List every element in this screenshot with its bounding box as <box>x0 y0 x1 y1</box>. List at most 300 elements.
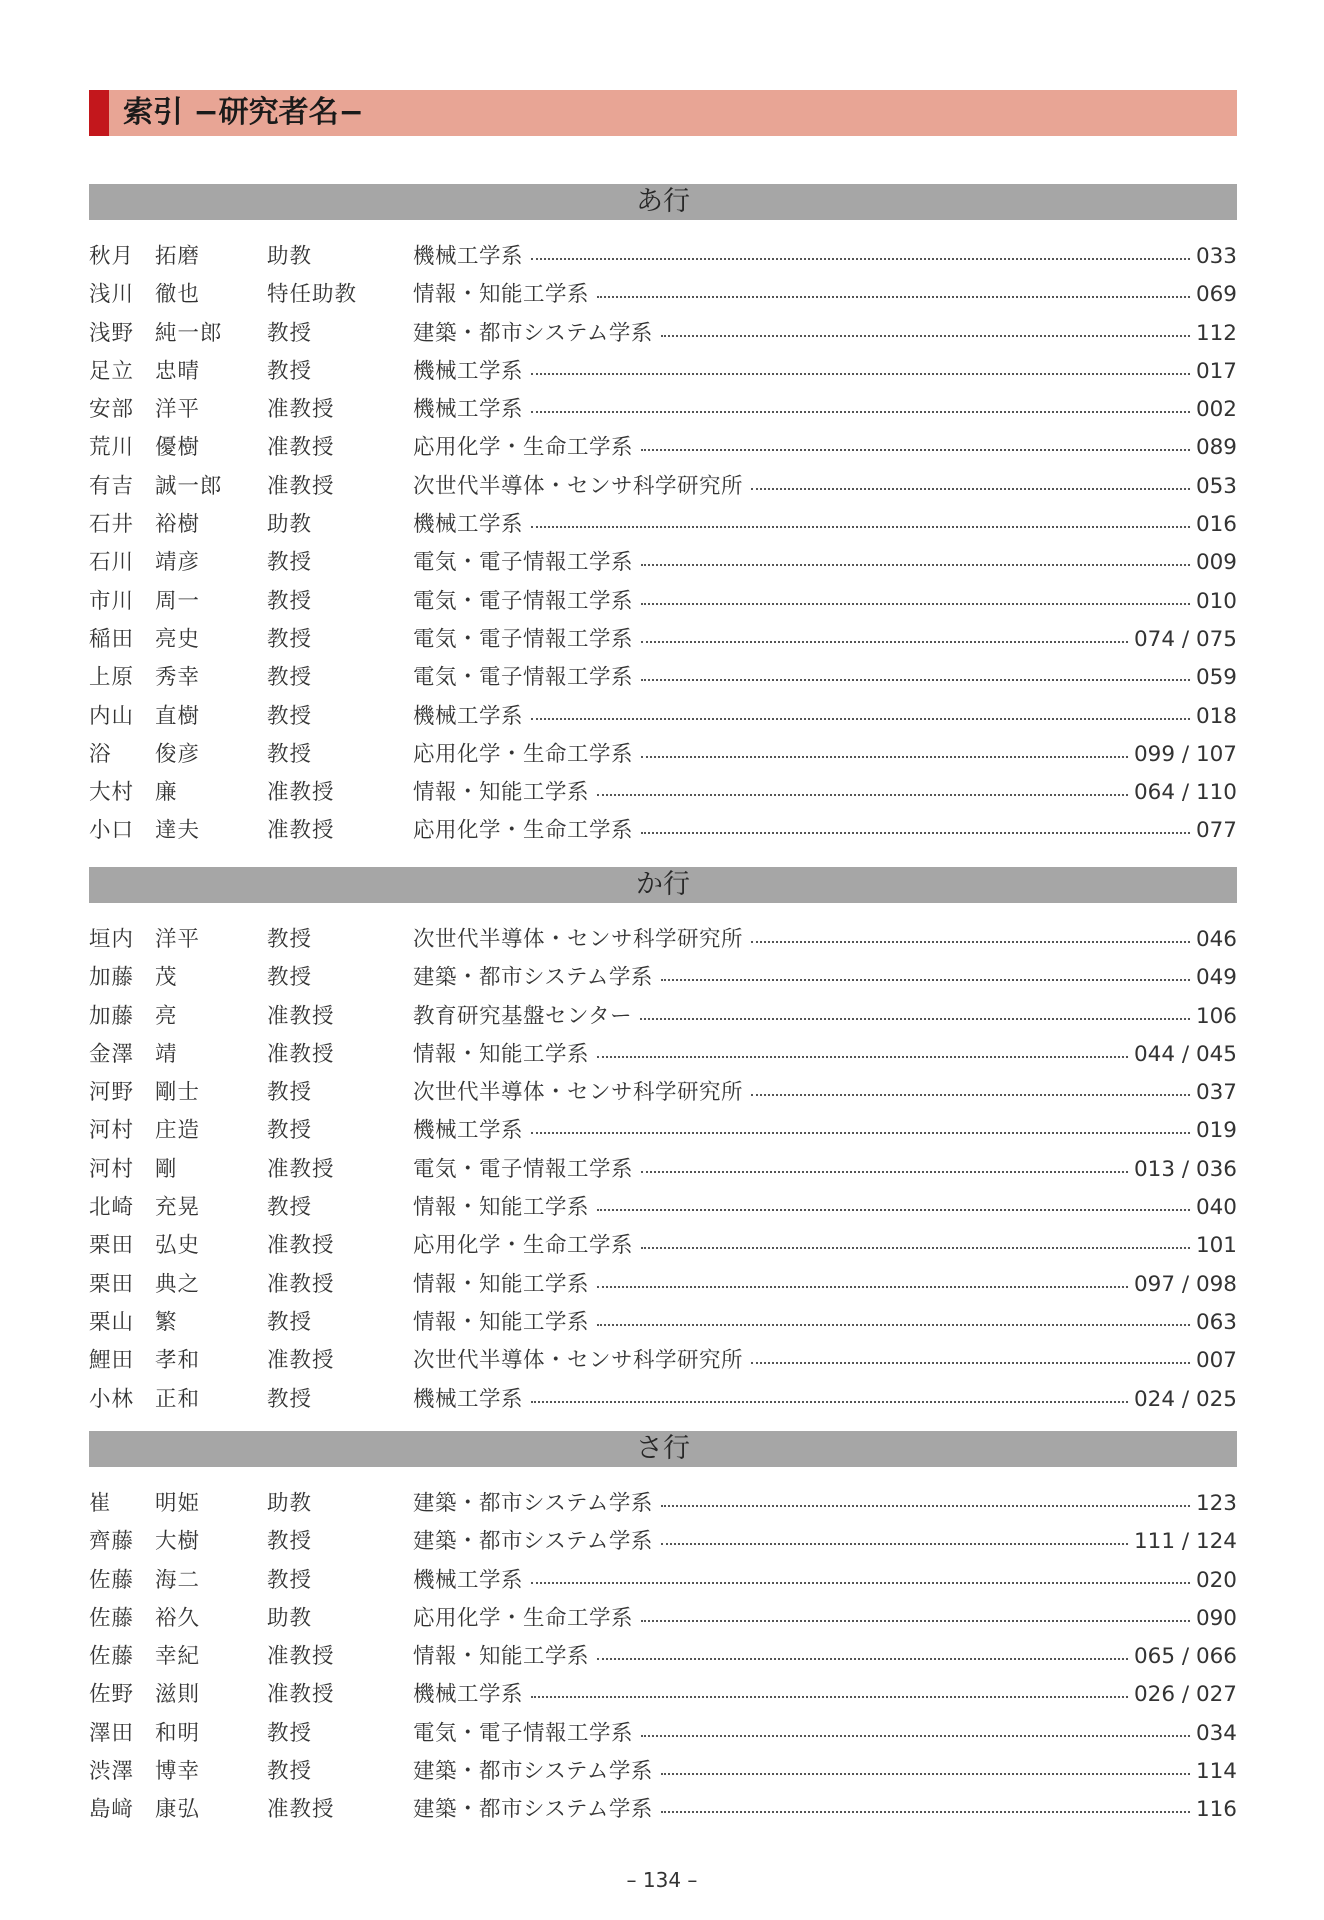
section-heading: さ行 <box>89 1431 1237 1467</box>
page-reference: 089 <box>1195 435 1237 461</box>
dot-leader <box>531 526 1190 528</box>
department-name: 建築・都市システム学系 <box>413 1529 653 1555</box>
index-entry <box>89 736 1237 774</box>
department-line <box>413 1189 1237 1227</box>
researcher-surname: 齊藤 <box>89 1529 135 1555</box>
researcher-surname: 上原 <box>89 665 135 691</box>
researcher-position: 准教授 <box>267 1797 335 1823</box>
researcher-position: 教授 <box>267 1309 313 1335</box>
department-line <box>413 1266 1237 1304</box>
index-entry <box>89 1791 1237 1829</box>
researcher-position: 教授 <box>267 965 313 991</box>
department-name: 建築・都市システム学系 <box>413 1491 653 1516</box>
department-name: 応用化学・生命工学系 <box>413 741 634 767</box>
page-reference: 044 / 045 <box>1134 1041 1237 1067</box>
department-line <box>413 1227 1237 1265</box>
dot-leader <box>661 1811 1190 1813</box>
department-name: 教育研究基盤センター <box>413 1003 633 1029</box>
dot-leader <box>531 1132 1190 1134</box>
department-line <box>413 544 1237 582</box>
researcher-position: 准教授 <box>267 1003 335 1029</box>
researcher-given-name: 庄造 <box>155 1118 201 1144</box>
department-name: 機械工学系 <box>413 358 524 384</box>
dot-leader <box>597 296 1190 298</box>
dot-leader <box>661 1773 1190 1775</box>
researcher-given-name: 純一郎 <box>155 320 223 346</box>
department-name: 電気・電子情報工学系 <box>413 665 634 691</box>
page-reference: 016 <box>1195 512 1237 538</box>
index-entry <box>89 506 1237 544</box>
researcher-position: 准教授 <box>267 1682 335 1708</box>
researcher-surname: 浴 <box>89 741 112 767</box>
section-heading: か行 <box>89 867 1237 903</box>
researcher-position: 准教授 <box>267 1271 335 1297</box>
researcher-given-name: 海二 <box>155 1567 201 1593</box>
section-heading: あ行 <box>89 184 1237 220</box>
researcher-position: 准教授 <box>267 473 335 499</box>
department-name: 電気・電子情報工学系 <box>413 1720 634 1746</box>
department-name: 応用化学・生命工学系 <box>413 818 634 844</box>
researcher-given-name: 剛 <box>155 1156 178 1182</box>
dot-leader <box>597 794 1128 796</box>
department-line <box>413 1074 1237 1112</box>
index-entry <box>89 774 1237 812</box>
dot-leader <box>751 488 1190 490</box>
dot-leader <box>751 1362 1190 1364</box>
index-entry <box>89 1266 1237 1304</box>
researcher-surname: 栗田 <box>89 1233 135 1259</box>
department-name: 機械工学系 <box>413 1682 524 1708</box>
department-line <box>413 774 1237 812</box>
researcher-given-name: 正和 <box>155 1386 201 1412</box>
department-line <box>413 1381 1237 1419</box>
researcher-given-name: 忠晴 <box>155 358 201 384</box>
department-name: 情報・知能工学系 <box>413 1644 590 1670</box>
page-reference: 065 / 066 <box>1134 1644 1237 1670</box>
researcher-surname: 秋月 <box>89 244 135 269</box>
researcher-given-name: 周一 <box>155 588 201 614</box>
researcher-surname: 島﨑 <box>89 1797 135 1823</box>
page-reference: 101 <box>1195 1233 1237 1259</box>
researcher-given-name: 充晃 <box>155 1195 201 1221</box>
department-name: 建築・都市システム学系 <box>413 1759 653 1785</box>
department-name: 応用化学・生命工学系 <box>413 1605 634 1631</box>
page-reference: 123 <box>1195 1491 1237 1516</box>
title-bar <box>89 90 1237 136</box>
researcher-given-name: 直樹 <box>155 703 201 729</box>
dot-leader <box>531 411 1190 413</box>
department-line <box>413 998 1237 1036</box>
page-reference: 116 <box>1195 1797 1237 1823</box>
department-name: 次世代半導体・センサ科学研究所 <box>413 473 744 499</box>
researcher-surname: 稲田 <box>89 626 135 652</box>
department-line <box>413 959 1237 997</box>
researcher-surname: 渋澤 <box>89 1759 135 1785</box>
researcher-given-name: 滋則 <box>155 1682 201 1708</box>
page-reference: 040 <box>1195 1195 1237 1221</box>
department-line <box>413 1523 1237 1561</box>
researcher-given-name: 廉 <box>155 780 178 806</box>
index-entry <box>89 998 1237 1036</box>
dot-leader <box>641 564 1190 566</box>
dot-leader <box>661 979 1190 981</box>
page-reference: 111 / 124 <box>1134 1529 1237 1555</box>
page-reference: 099 / 107 <box>1134 741 1237 767</box>
index-entry <box>89 1715 1237 1753</box>
researcher-position: 教授 <box>267 1759 313 1785</box>
researcher-position: 教授 <box>267 1118 313 1144</box>
dot-leader <box>531 718 1190 720</box>
page-reference: 037 <box>1195 1080 1237 1106</box>
dot-leader <box>531 1401 1128 1403</box>
index-entry <box>89 1151 1237 1189</box>
department-line <box>413 276 1237 314</box>
index-entry <box>89 238 1237 276</box>
researcher-position: 教授 <box>267 703 313 729</box>
researcher-position: 教授 <box>267 320 313 346</box>
department-line <box>413 353 1237 391</box>
researcher-position: 助教 <box>267 1605 313 1631</box>
dot-leader <box>531 373 1190 375</box>
index-entry <box>89 921 1237 959</box>
researcher-given-name: 拓磨 <box>155 244 201 269</box>
page-reference: 002 <box>1195 397 1237 423</box>
department-name: 機械工学系 <box>413 512 524 538</box>
dot-leader <box>641 641 1128 643</box>
researcher-given-name: 靖彦 <box>155 550 201 576</box>
researcher-given-name: 博幸 <box>155 1759 201 1785</box>
index-entry <box>89 1600 1237 1638</box>
researcher-surname: 栗田 <box>89 1271 135 1297</box>
researcher-position: 教授 <box>267 741 313 767</box>
page-reference: 049 <box>1195 965 1237 991</box>
researcher-surname: 河村 <box>89 1118 135 1144</box>
researcher-position: 特任助教 <box>267 282 358 308</box>
dot-leader <box>641 1171 1128 1173</box>
researcher-given-name: 洋平 <box>155 927 201 952</box>
department-line <box>413 315 1237 353</box>
page-reference: 020 <box>1195 1567 1237 1593</box>
researcher-surname: 浅川 <box>89 282 135 308</box>
page-reference: 033 <box>1195 244 1237 269</box>
department-line <box>413 1676 1237 1714</box>
department-name: 次世代半導体・センサ科学研究所 <box>413 1080 744 1106</box>
researcher-given-name: 大樹 <box>155 1529 201 1555</box>
researcher-position: 教授 <box>267 1195 313 1221</box>
department-line <box>413 238 1237 276</box>
researcher-surname: 佐藤 <box>89 1567 135 1593</box>
researcher-given-name: 和明 <box>155 1720 201 1746</box>
index-entry <box>89 812 1237 850</box>
dot-leader <box>641 832 1190 834</box>
researcher-position: 准教授 <box>267 780 335 806</box>
researcher-surname: 栗山 <box>89 1309 135 1335</box>
index-entry <box>89 1676 1237 1714</box>
department-name: 機械工学系 <box>413 1118 524 1144</box>
researcher-surname: 石川 <box>89 550 135 576</box>
page-reference: 064 / 110 <box>1134 780 1237 806</box>
page-reference: 114 <box>1195 1759 1237 1785</box>
researcher-given-name: 孝和 <box>155 1348 201 1374</box>
department-name: 建築・都市システム学系 <box>413 320 653 346</box>
dot-leader <box>661 1505 1190 1507</box>
dot-leader <box>641 679 1190 681</box>
researcher-surname: 鯉田 <box>89 1348 135 1374</box>
index-entry <box>89 1304 1237 1342</box>
department-name: 機械工学系 <box>413 1567 524 1593</box>
page-reference: 090 <box>1195 1605 1237 1631</box>
researcher-position: 准教授 <box>267 1233 335 1259</box>
page-reference: 034 <box>1195 1720 1237 1746</box>
page-reference: 046 <box>1195 927 1237 952</box>
page-reference: 063 <box>1195 1309 1237 1335</box>
index-entry <box>89 276 1237 314</box>
index-entry <box>89 1112 1237 1150</box>
department-line <box>413 1562 1237 1600</box>
department-line <box>413 812 1237 850</box>
department-line <box>413 698 1237 736</box>
researcher-surname: 浅野 <box>89 320 135 346</box>
section-1 <box>89 184 1237 851</box>
researcher-position: 助教 <box>267 1491 313 1516</box>
dot-leader <box>641 603 1190 605</box>
researcher-position: 准教授 <box>267 435 335 461</box>
researcher-position: 助教 <box>267 512 313 538</box>
department-name: 情報・知能工学系 <box>413 1271 590 1297</box>
researcher-position: 教授 <box>267 1080 313 1106</box>
researcher-surname: 垣内 <box>89 927 135 952</box>
page-reference: 024 / 025 <box>1134 1386 1237 1412</box>
researcher-given-name: 靖 <box>155 1041 178 1067</box>
researcher-position: 准教授 <box>267 818 335 844</box>
department-line <box>413 1304 1237 1342</box>
page-reference: 053 <box>1195 473 1237 499</box>
dot-leader <box>531 1696 1128 1698</box>
index-entry <box>89 659 1237 697</box>
page-reference: 009 <box>1195 550 1237 576</box>
dot-leader <box>641 756 1128 758</box>
department-line <box>413 736 1237 774</box>
dot-leader <box>641 1735 1190 1737</box>
department-line <box>413 1715 1237 1753</box>
researcher-position: 准教授 <box>267 1644 335 1670</box>
researcher-position: 助教 <box>267 244 313 269</box>
department-name: 電気・電子情報工学系 <box>413 626 634 652</box>
researcher-given-name: 徹也 <box>155 282 201 308</box>
section-2 <box>89 867 1237 1419</box>
researcher-given-name: 典之 <box>155 1271 201 1297</box>
researcher-surname: 澤田 <box>89 1720 135 1746</box>
researcher-given-name: 康弘 <box>155 1797 201 1823</box>
researcher-given-name: 幸紀 <box>155 1644 201 1670</box>
researcher-given-name: 明姫 <box>155 1491 201 1516</box>
researcher-position: 教授 <box>267 1529 313 1555</box>
researcher-surname: 佐藤 <box>89 1644 135 1670</box>
researcher-surname: 小林 <box>89 1386 135 1412</box>
department-line <box>413 583 1237 621</box>
researcher-position: 教授 <box>267 927 313 952</box>
department-line <box>413 506 1237 544</box>
researcher-surname: 内山 <box>89 703 135 729</box>
researcher-surname: 河村 <box>89 1156 135 1182</box>
index-entry <box>89 1562 1237 1600</box>
department-line <box>413 621 1237 659</box>
researcher-surname: 河野 <box>89 1080 135 1106</box>
researcher-surname: 佐野 <box>89 1682 135 1708</box>
researcher-given-name: 誠一郎 <box>155 473 223 499</box>
researcher-position: 教授 <box>267 588 313 614</box>
researcher-given-name: 洋平 <box>155 397 201 423</box>
department-name: 建築・都市システム学系 <box>413 1797 653 1823</box>
index-entry <box>89 1638 1237 1676</box>
title-accent-mark <box>89 90 109 136</box>
dot-leader <box>641 1620 1190 1622</box>
dot-leader <box>597 1324 1190 1326</box>
researcher-given-name: 裕樹 <box>155 512 201 538</box>
researcher-given-name: 剛士 <box>155 1080 201 1106</box>
page-reference: 018 <box>1195 703 1237 729</box>
index-entry <box>89 1227 1237 1265</box>
dot-leader <box>751 941 1190 943</box>
page-reference: 026 / 027 <box>1134 1682 1237 1708</box>
department-line <box>413 1753 1237 1791</box>
department-line <box>413 1638 1237 1676</box>
department-line <box>413 1342 1237 1380</box>
page-reference: 077 <box>1195 818 1237 844</box>
page-reference: 106 <box>1195 1003 1237 1029</box>
dot-leader <box>597 1286 1128 1288</box>
index-entry <box>89 1074 1237 1112</box>
researcher-given-name: 優樹 <box>155 435 201 461</box>
department-name: 機械工学系 <box>413 703 524 729</box>
page-reference: 007 <box>1195 1348 1237 1374</box>
researcher-surname: 石井 <box>89 512 135 538</box>
researcher-surname: 北崎 <box>89 1195 135 1221</box>
index-entry <box>89 1036 1237 1074</box>
dot-leader <box>597 1209 1190 1211</box>
index-entry <box>89 1189 1237 1227</box>
department-line <box>413 1151 1237 1189</box>
page-reference: 019 <box>1195 1118 1237 1144</box>
department-name: 情報・知能工学系 <box>413 1041 590 1067</box>
department-line <box>413 1485 1237 1523</box>
researcher-surname: 荒川 <box>89 435 135 461</box>
dot-leader <box>641 449 1190 451</box>
department-line <box>413 1036 1237 1074</box>
researcher-given-name: 茂 <box>155 965 178 991</box>
index-entry <box>89 1523 1237 1561</box>
researcher-position: 教授 <box>267 665 313 691</box>
dot-leader <box>640 1018 1190 1020</box>
researcher-surname: 安部 <box>89 397 135 423</box>
department-line <box>413 1791 1237 1829</box>
department-name: 情報・知能工学系 <box>413 780 590 806</box>
index-entry <box>89 1485 1237 1523</box>
department-line <box>413 429 1237 467</box>
researcher-given-name: 亮史 <box>155 626 201 652</box>
researcher-surname: 市川 <box>89 588 135 614</box>
department-name: 情報・知能工学系 <box>413 1309 590 1335</box>
researcher-position: 准教授 <box>267 1041 335 1067</box>
index-entry <box>89 959 1237 997</box>
dot-leader <box>531 1582 1190 1584</box>
dot-leader <box>661 1543 1128 1545</box>
page-title: 索引 −研究者名− <box>123 95 364 130</box>
dot-leader <box>641 1247 1190 1249</box>
department-name: 応用化学・生命工学系 <box>413 1233 634 1259</box>
researcher-given-name: 弘史 <box>155 1233 201 1259</box>
researcher-position: 准教授 <box>267 1348 335 1374</box>
department-name: 次世代半導体・センサ科学研究所 <box>413 1348 744 1374</box>
researcher-given-name: 繁 <box>155 1309 178 1335</box>
section-3 <box>89 1431 1237 1830</box>
researcher-surname: 有吉 <box>89 473 135 499</box>
researcher-surname: 崔 <box>89 1491 112 1516</box>
index-entry <box>89 1753 1237 1791</box>
index-entry <box>89 353 1237 391</box>
page-number: – 134 – <box>626 1868 698 1892</box>
researcher-surname: 大村 <box>89 780 135 806</box>
index-entry <box>89 1342 1237 1380</box>
index-entry <box>89 391 1237 429</box>
index-entry <box>89 621 1237 659</box>
researcher-position: 教授 <box>267 1567 313 1593</box>
department-line <box>413 391 1237 429</box>
researcher-position: 教授 <box>267 1720 313 1746</box>
index-entry <box>89 698 1237 736</box>
department-name: 電気・電子情報工学系 <box>413 588 634 614</box>
researcher-surname: 足立 <box>89 358 135 384</box>
researcher-position: 准教授 <box>267 1156 335 1182</box>
index-entry <box>89 315 1237 353</box>
page-reference: 013 / 036 <box>1134 1156 1237 1182</box>
researcher-given-name: 俊彦 <box>155 741 201 767</box>
index-entry <box>89 544 1237 582</box>
page-reference: 059 <box>1195 665 1237 691</box>
researcher-position: 教授 <box>267 358 313 384</box>
page-reference: 069 <box>1195 282 1237 308</box>
department-line <box>413 1600 1237 1638</box>
dot-leader <box>531 258 1190 260</box>
dot-leader <box>597 1658 1128 1660</box>
department-line <box>413 468 1237 506</box>
page-reference: 097 / 098 <box>1134 1271 1237 1297</box>
department-name: 情報・知能工学系 <box>413 282 590 308</box>
index-entry <box>89 1381 1237 1419</box>
department-name: 建築・都市システム学系 <box>413 965 653 991</box>
researcher-given-name: 裕久 <box>155 1605 201 1631</box>
researcher-surname: 金澤 <box>89 1041 135 1067</box>
index-entry <box>89 583 1237 621</box>
department-name: 情報・知能工学系 <box>413 1195 590 1221</box>
researcher-surname: 小口 <box>89 818 135 844</box>
index-entry <box>89 429 1237 467</box>
department-line <box>413 1112 1237 1150</box>
department-line <box>413 921 1237 959</box>
department-name: 機械工学系 <box>413 244 524 269</box>
department-line <box>413 659 1237 697</box>
department-name: 応用化学・生命工学系 <box>413 435 634 461</box>
department-name: 機械工学系 <box>413 1386 524 1412</box>
page-reference: 017 <box>1195 358 1237 384</box>
researcher-surname: 加藤 <box>89 1003 135 1029</box>
researcher-position: 准教授 <box>267 397 335 423</box>
dot-leader <box>751 1094 1190 1096</box>
researcher-given-name: 達夫 <box>155 818 201 844</box>
page-reference: 112 <box>1195 320 1237 346</box>
researcher-given-name: 亮 <box>155 1003 178 1029</box>
department-name: 次世代半導体・センサ科学研究所 <box>413 927 744 952</box>
